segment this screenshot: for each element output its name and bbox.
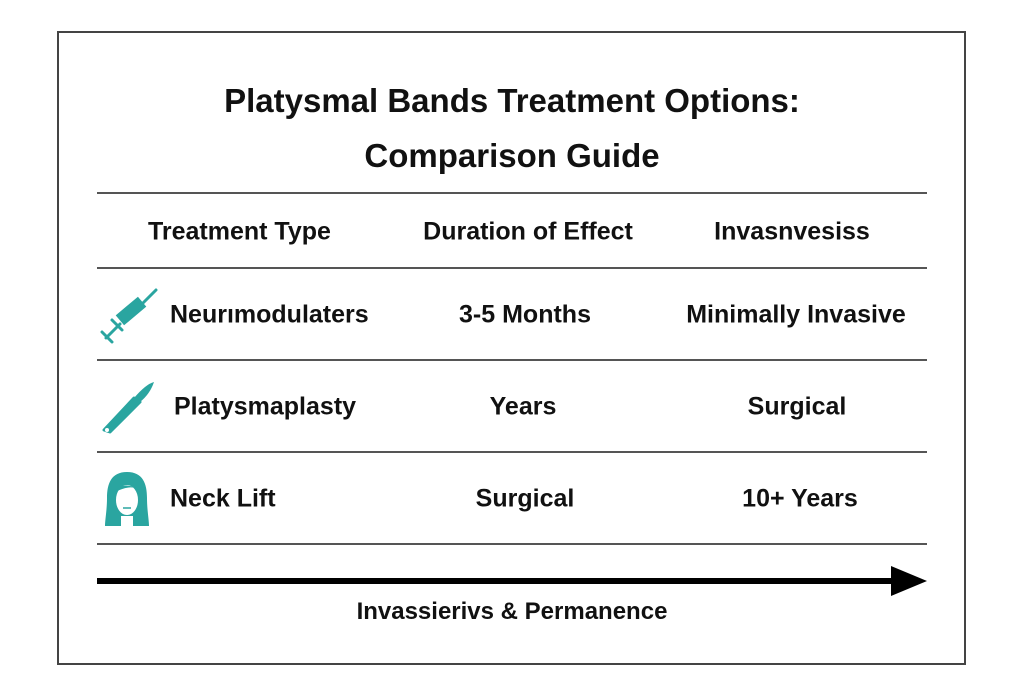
header-invasiveness: Invasnvesiss bbox=[714, 217, 870, 246]
title-line-2: Comparison Guide bbox=[364, 137, 660, 174]
divider bbox=[97, 543, 927, 545]
row-2-treatment: Platysmaplasty bbox=[174, 392, 357, 421]
divider bbox=[97, 359, 927, 361]
header-treatment-type: Treatment Type bbox=[148, 217, 331, 246]
syringe-icon bbox=[98, 288, 158, 344]
row-3-invasiveness: 10+ Years bbox=[742, 484, 858, 513]
title-line-1: Platysmal Bands Treatment Options: bbox=[224, 82, 800, 119]
divider bbox=[97, 451, 927, 453]
header-duration: Duration of Effect bbox=[423, 217, 633, 246]
row-3-treatment: Neck Lift bbox=[170, 484, 276, 513]
row-1-invasiveness: Minimally Invasive bbox=[686, 300, 906, 329]
row-2-invasiveness: Surgical bbox=[747, 392, 847, 421]
arrow-label: Invassierivs & Permanence bbox=[356, 598, 668, 625]
woman-face-icon bbox=[103, 470, 151, 528]
row-2-duration: Years bbox=[489, 392, 557, 421]
row-3-duration: Surgical bbox=[475, 484, 575, 513]
row-1-treatment: Neurımodulaters bbox=[170, 300, 369, 329]
row-1-duration: 3-5 Months bbox=[459, 300, 591, 329]
divider bbox=[97, 267, 927, 269]
divider bbox=[97, 192, 927, 194]
scalpel-icon bbox=[98, 380, 156, 434]
